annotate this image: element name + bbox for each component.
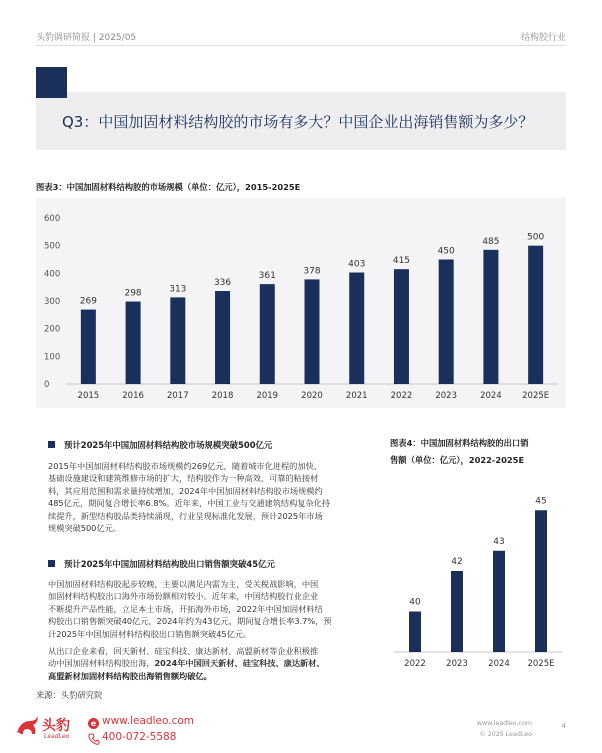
text-line: 料，其应用范围和需求量持续增加，2024年中国加固材料结构胶市场规模约 — [48, 485, 323, 496]
report-header-title: 头豹调研简报 | 2025/05 — [36, 33, 137, 43]
text-line: 加固材料结构胶出口海外市场份额相对较小。近年来，中国结构胶行业企业 — [48, 591, 319, 602]
bar — [260, 284, 275, 384]
text-line: 不断提升产品性能，立足本土市场，开拓海外市场，2022年中国加固材料结 — [48, 603, 323, 614]
text-line: 构胶出口销售额突破40亿元，2024年约为43亿元，期间复合增长率3.7%，预 — [48, 616, 332, 627]
bar — [81, 310, 96, 384]
x-tick-label: 2015 — [77, 391, 100, 401]
data-label: 42 — [451, 557, 463, 567]
page-number: 4 — [561, 722, 566, 730]
section2-paragraph — [48, 578, 373, 640]
chart1-title: 图表3：中国加固材料结构胶的市场规模（单位：亿元），2015-2025E — [36, 182, 301, 192]
text-line: 规模突破500亿元。 — [48, 523, 121, 534]
data-label: 269 — [79, 296, 97, 307]
x-tick-label: 2017 — [166, 391, 189, 401]
section2-bullet — [48, 560, 55, 567]
data-label: 40 — [409, 597, 421, 608]
bold-text-span: 2024年中国回天新材、硅宝科技、康达新材、 — [154, 658, 325, 669]
x-tick-label: 2021 — [345, 391, 368, 401]
y-tick-label: 300 — [44, 297, 61, 307]
footer-copyright: © 2025 LeadLeo — [479, 731, 532, 738]
y-tick-label: 100 — [44, 352, 61, 363]
section1-heading: 预计2025年中国加固材料结构胶市场规模突破500亿元 — [64, 440, 273, 450]
text-line — [48, 657, 373, 669]
phone-icon — [88, 733, 100, 745]
data-label: 336 — [213, 278, 232, 289]
x-tick-label: 2020 — [301, 391, 323, 401]
y-tick-label: 400 — [44, 269, 61, 280]
y-tick-label: 200 — [44, 324, 61, 335]
x-tick-label: 2018 — [211, 391, 234, 401]
y-tick-label: 0 — [44, 380, 50, 390]
data-label: 500 — [527, 232, 545, 243]
header-divider — [36, 45, 566, 46]
data-label: 450 — [437, 246, 455, 257]
bar — [394, 269, 409, 384]
bar — [215, 291, 230, 384]
text-line: 从出口企业来看，回天新材、硅宝科技、康达新材、高盟新材等企业积极推 — [48, 646, 319, 656]
data-label: 378 — [303, 266, 321, 277]
leopard-logo-icon — [14, 713, 40, 739]
website-link[interactable]: www.leadleo.com — [102, 715, 194, 727]
chart2-title-line1: 图表4：中国加固材料结构胶的出口销 — [390, 438, 529, 448]
x-tick-label: 2019 — [256, 391, 279, 401]
x-tick-label: 2024 — [488, 659, 510, 669]
text-line: 基础设施建设和建筑维修市场的扩大，结构胶作为一种高效、可靠的粘接材 — [48, 473, 319, 484]
bar — [483, 250, 498, 384]
x-tick-label: 2025E — [522, 391, 550, 401]
data-label: 415 — [392, 256, 411, 267]
chart2-panel — [390, 480, 566, 672]
bar — [451, 571, 463, 652]
text-line: 中国加固材料结构胶起步较晚，主要以满足内需为主，受关税战影响，中国 — [48, 579, 319, 589]
phone-number: 400-072-5588 — [102, 731, 177, 743]
bar — [528, 246, 543, 384]
brand-name-en: LeadLeo — [44, 733, 70, 740]
question-accent-block — [36, 67, 67, 98]
data-label: 313 — [169, 284, 187, 295]
x-tick-label: 2023 — [435, 391, 458, 401]
bar — [439, 260, 454, 385]
data-label: 43 — [493, 536, 505, 547]
brand-name-cn: 头豹 — [42, 718, 70, 734]
export-sales-bar-chart — [390, 480, 566, 672]
data-label: 361 — [258, 271, 276, 282]
data-label: 485 — [482, 236, 500, 247]
section1-paragraph — [48, 460, 373, 534]
chart1-panel — [36, 198, 566, 408]
bar — [493, 551, 505, 652]
bar — [305, 279, 320, 384]
bar — [349, 273, 364, 384]
x-tick-label: 2025E — [527, 659, 555, 669]
text-line: 高盟新材加固材料结构胶出海销售额均破亿。 — [48, 670, 212, 681]
y-tick-label: 600 — [44, 214, 61, 224]
data-label: 45 — [535, 496, 547, 507]
section1-bullet — [48, 441, 55, 448]
source-note: 来源：头豹研究院 — [36, 690, 103, 700]
text-line: 2015年中国加固材料结构胶市场规模约269亿元，随着城市化进程的加快、 — [48, 461, 322, 471]
section2-heading: 预计2025年中国加固材料结构胶出口销售额突破45亿元 — [64, 559, 275, 569]
data-label: 403 — [348, 259, 366, 270]
bar — [409, 612, 421, 653]
market-size-bar-chart — [36, 198, 566, 408]
section2-paragraph-2 — [48, 645, 373, 682]
x-tick-label: 2022 — [404, 659, 426, 669]
x-tick-label: 2023 — [446, 659, 468, 669]
web-icon: e — [88, 718, 99, 729]
bar — [170, 297, 185, 384]
data-label: 298 — [124, 288, 142, 299]
chart2-title-line2: 售额（单位：亿元），2022-2025E — [390, 455, 525, 465]
x-tick-label: 2016 — [122, 391, 144, 401]
text-line: 续提升，新型结构胶品类持续涌现，行业呈现标准化发展，预计2025年市场 — [48, 510, 323, 521]
x-tick-label: 2022 — [390, 391, 413, 401]
bar — [126, 302, 141, 384]
question-title: Q3：中国加固材料结构胶的市场有多大？中国企业出海销售额为多少？ — [62, 113, 534, 131]
text-span: 动中国加固材料结构胶出海， — [48, 658, 155, 669]
text-line: 计2025年中国加固材料结构胶出口销售额突破45亿元。 — [48, 628, 252, 639]
bar — [535, 510, 547, 652]
y-tick-label: 500 — [44, 241, 61, 252]
report-header-category: 结构胶行业 — [520, 33, 566, 43]
footer-website[interactable]: www.leadleo.com — [476, 720, 532, 727]
x-tick-label: 2024 — [480, 391, 502, 401]
text-line: 485亿元，期间复合增长率6.8%。近年来，中国工业与交通建筑结构复杂化持 — [48, 498, 331, 509]
